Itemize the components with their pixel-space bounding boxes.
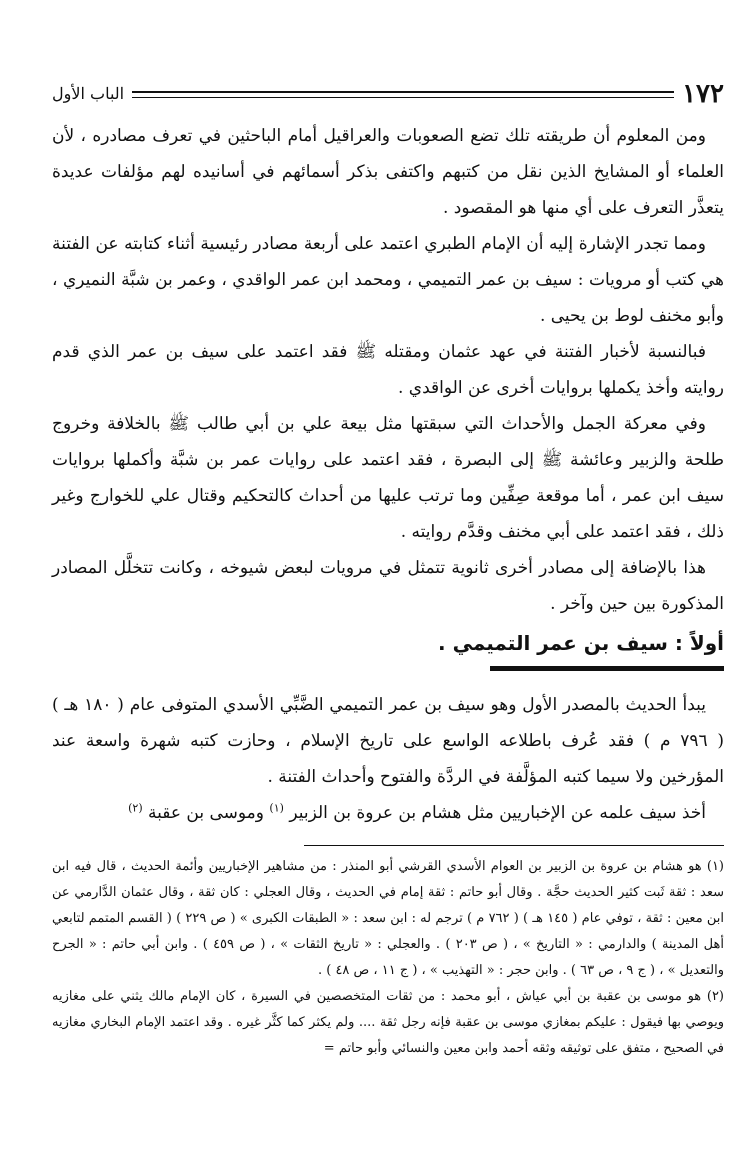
footnotes — [52, 854, 724, 1062]
page-header — [52, 78, 724, 110]
section-title-rule — [490, 666, 724, 671]
body-text — [52, 118, 724, 831]
header-rule — [132, 91, 674, 98]
paragraph: وفي معركة الجمل والأحداث التي سبقتها مثل بيعة علي بن أبي طالب ﷺ بالخلافة وخروج طلحة والزبير وعائشة ﷺ إلى البصرة ، فقد اعتمد على روايات عمر بن شبَّة وأكملها بروايات سيف ابن عمر ، أما موقعة صِفِّين وما ترتب عليها من أحداث كالتحكيم وقتال علي للخوارج وغير ذلك ، فقد اعتمد على أبي مخنف وقدَّم روايته . — [52, 414, 724, 542]
paragraph: هذا بالإضافة إلى مصادر أخرى ثانوية تتمثل في مرويات لبعض شيوخه ، وكانت تتخلَّل المصادر المذكورة بين حين وآخر . — [52, 558, 724, 614]
last-line-text-a: أخذ سيف علمه عن الإخباريين مثل هشام بن عروة بن الزبير — [289, 803, 706, 823]
last-line-text-b: وموسى بن عقبة — [148, 803, 264, 823]
section-paragraph: يبدأ الحديث بالمصدر الأول وهو سيف بن عمر التميمي الضَّبِّي الأسدي المتوفى عام ( ١٨٠ هـ ) ( ٧٩٦ م ) فقد عُرف باطلاعه الواسع على تاريخ الإسلام ، وحازت كتبه شهرة واسعة عند المؤرخين ولا سيما كتبه المؤلَّفة في الردَّة والفتوح وأحداث الفتنة . — [52, 695, 724, 787]
paragraph: ومن المعلوم أن طريقته تلك تضع الصعوبات والعراقيل أمام الباحثين في تعرف مصادره ، لأن العلماء أو المشايخ الذين نقل من كتبهم واكتفى بذكر أسمائهم في أسانيده لهم مؤلفات عديدة يتعذَّر التعرف على أي منها هو المقصود . — [52, 126, 724, 218]
section-last-line — [52, 795, 724, 831]
footnote: (١) هو هشام بن عروة بن الزبير بن العوام الأسدي القرشي أبو المنذر : من مشاهير الإخباريين وأئمة الحديث ، قال فيه ابن سعد : ثقة ثَبت كثير الحديث حجَّة . وقال أبو حاتم : ثقة إمام في الحديث ، وقال العجلي : كان ثقة ، وقال عثمان الدَّارمي عن ابن معين : ثقة ، توفي عام ( ١٤٥ هـ ) ( ٧٦٢ م ) ترجم له : ابن سعد : « الطبقات الكبرى » ( ص ٢٢٩ ) ( القسم المتمم لتابعي أهل المدينة ) والدارمي : « التاريخ » ، ( ص ٢٠٣ ) . والعجلي : « تاريخ الثقات » ، ( ص ٤٥٩ ) . وابن أبي حاتم : « الجرح والتعديل » ، ( ج ٩ ، ص ٦٣ ) . وابن حجر : « التهذيب » ، ( ج ١١ ، ص ٤٨ ) . — [52, 859, 725, 978]
paragraph: فبالنسبة لأخبار الفتنة في عهد عثمان ومقتله ﷺ فقد اعتمد على سيف بن عمر الذي قدم روايته وأخذ يكملها بروايات أخرى عن الواقدي . — [52, 342, 724, 398]
footnote: (٢) هو موسى بن عقبة بن أبي عياش ، أبو محمد : من ثقات المتخصصين في السيرة ، كان الإمام مالك يثني على مغازيه ويوصي بها فيقول : عليكم بمغازي موسى بن عقبة فإنه رجل ثقة .... ولم يكثر كما كثَّر غيره . وقد اعتمد الإمام البخاري مغازيه في الصحيح ، متفق على توثيقه وثقه أحمد وابن معين والنسائي وأبو حاتم = — [52, 989, 724, 1056]
footnote-ref-2: (٢) — [128, 801, 143, 815]
footnote-ref-1: (١) — [269, 801, 284, 815]
footnote-divider — [304, 845, 724, 846]
page-number: ١٧٢ — [682, 79, 724, 109]
section-title: أولاً : سيف بن عمر التميمي . — [438, 631, 724, 655]
book-page — [52, 78, 724, 1138]
chapter-title: الباب الأول — [52, 84, 125, 103]
paragraph: ومما تجدر الإشارة إليه أن الإمام الطبري اعتمد على أربعة مصادر رئيسية أثناء كتابته عن الفتنة هي كتب أو مرويات : سيف بن عمر التميمي ، ومحمد ابن عمر الواقدي ، وعمر بن شبَّة النميري ، وأبو مخنف لوط بن يحيى . — [52, 234, 724, 326]
